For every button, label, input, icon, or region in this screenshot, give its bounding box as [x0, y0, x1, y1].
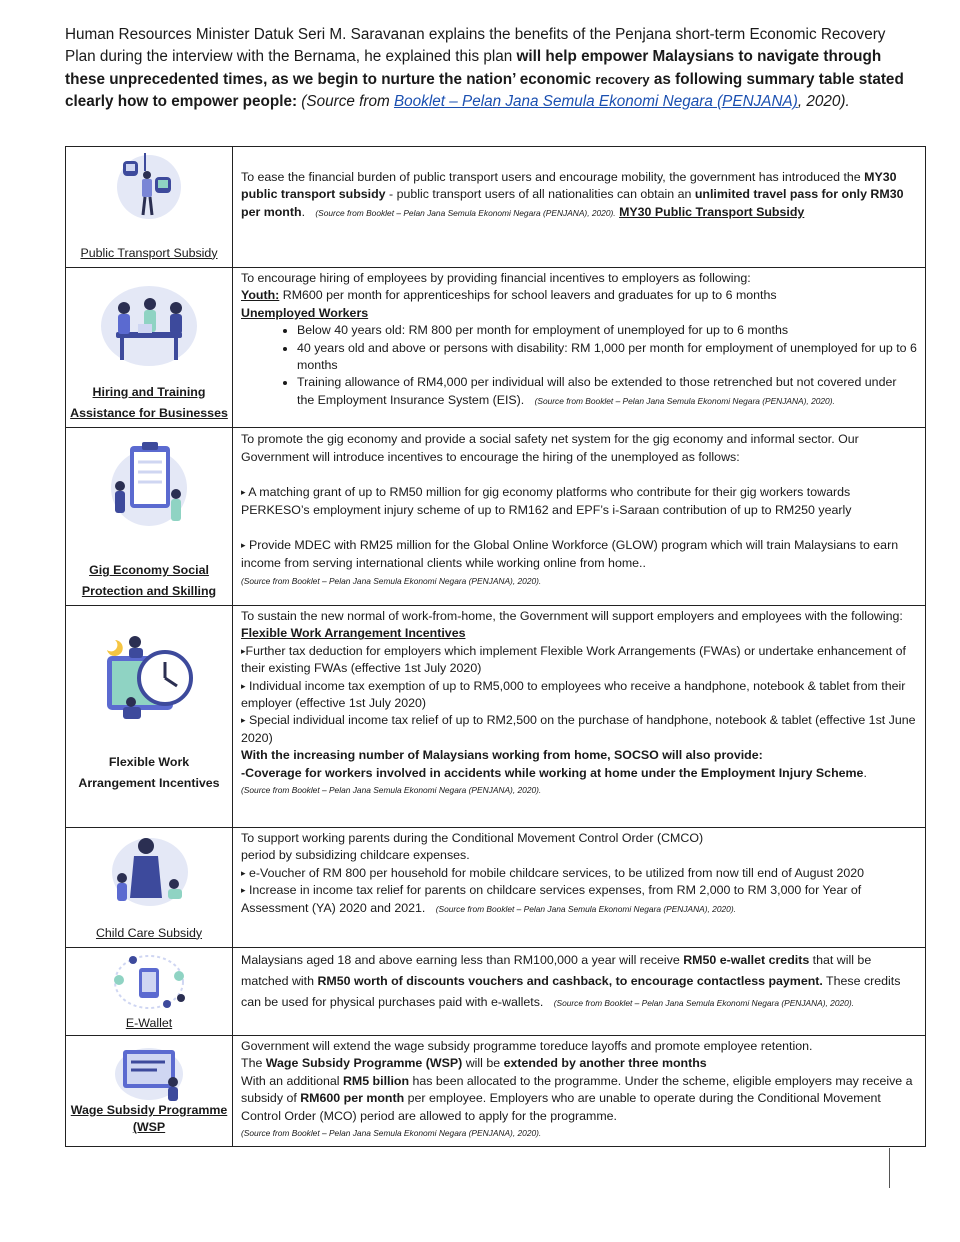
caret-icon: ▸: [241, 867, 246, 878]
row-wage-subsidy: [66, 1036, 926, 1147]
hiring-bullet-text: Training allowance of RM4,000 per individual will also be extended to those retrenched but not covered under the Employment Insurance System (EIS).: [297, 375, 897, 407]
cell-flex-label: [66, 606, 233, 828]
transport-text-1: To ease the financial burden of public transport users and encourage mobility, the government has introduced the: [241, 170, 865, 184]
wage-subsidy-icon: [109, 1042, 189, 1102]
wage-line-3c: has been allocated to the programme. Under the scheme, eligible employers may receive a subsidy of: [241, 1073, 913, 1106]
hiring-bullet: • Below 40 years old: RM 800 per month for employment of unemployed for up to 6 months: [297, 322, 917, 339]
transport-text-3: .: [301, 204, 306, 219]
flex-item-1: [241, 643, 917, 678]
cell-wage-text: [233, 1036, 926, 1147]
ewallet-bold-1: RM50 e-wallet credits: [683, 953, 810, 967]
gig-item-2-text: Provide MDEC with RM25 million for the Global Online Workforce (GLOW) program which will train Malaysians to earn income from serving international clients while working online from home..: [241, 538, 899, 570]
ewallet-text-2: that will be matched with: [241, 953, 872, 988]
flex-item-3: [241, 712, 917, 747]
flex-source: (Source from Booklet – Pelan Jana Semula Ekonomi Negara (PENJANA), 2020).: [241, 785, 542, 796]
ewallet-text-1: Malaysians aged 18 and above earning less than RM100,000 a year will receive: [241, 953, 684, 967]
row-public-transport: [66, 147, 926, 268]
child-item-2: [241, 882, 917, 918]
child-label: Child Care Subsidy: [95, 925, 203, 940]
caret-icon: ▸: [241, 487, 246, 497]
flex-label: Flexible Work Arrangement Incentives: [78, 755, 220, 790]
flex-heading: Flexible Work Arrangement Incentives: [241, 626, 466, 641]
cell-ewallet-text: [233, 948, 926, 1036]
intro-bold-text: will help empower Malaysians to navigate through these unprecedented times, as we begin to nurture the nation’ economic: [65, 48, 882, 88]
wage-source: (Source from Booklet – Pelan Jana Semula Ekonomi Negara (PENJANA), 2020).: [241, 1128, 542, 1139]
flex-item-2: [241, 678, 917, 713]
ewallet-bold-2: RM50 worth of discounts vouchers and cashback, to encourage contactless payment.: [317, 974, 823, 988]
unemployed-heading: Unemployed Workers: [241, 305, 369, 320]
wage-line-2d: extended by another three months: [503, 1056, 707, 1071]
cell-gig-text: [233, 428, 926, 606]
cell-child-label: [66, 828, 233, 948]
gig-clipboard-icon: [104, 436, 194, 532]
gig-item-1: [241, 483, 917, 519]
transport-text-2: - public transport users of all nationalities can obtain an: [385, 187, 695, 202]
row-e-wallet: [66, 948, 926, 1036]
hiring-label: Hiring and Training Assistance for Businesses: [70, 385, 228, 420]
socso-end: .: [863, 765, 867, 780]
intro-source-open: (Source from: [297, 93, 394, 111]
cell-child-text: [233, 828, 926, 948]
child-care-icon: [104, 832, 194, 910]
intro-source-close: , 2020).: [797, 93, 850, 111]
wage-line-3a: With an additional: [241, 1073, 343, 1088]
wage-line-2a: The: [241, 1056, 266, 1071]
wage-line-3b: RM5 billion: [342, 1073, 410, 1088]
page-margin-line: [889, 1148, 890, 1188]
child-item-1: [241, 865, 917, 882]
wage-line-3d: RM600 per month: [300, 1091, 405, 1106]
wage-line-1: Government will extend the wage subsidy programme toreduce layoffs and promote employee retention.: [241, 1039, 813, 1053]
gig-source: (Source from Booklet – Pelan Jana Semula Ekonomi Negara (PENJANA), 2020).: [241, 576, 542, 586]
child-intro-2: period by subsidizing childcare expenses.: [241, 848, 470, 863]
intro-paragraph: [65, 24, 915, 114]
ewallet-text-3: These credits can be used for physical purchases paid with e-wallets.: [241, 974, 901, 1009]
hiring-bullet: • 40 years old and above or persons with disability: RM 1,000 per month for employment of unemployed for up to 6 months: [297, 340, 917, 375]
wage-line-2c: will be: [462, 1056, 504, 1071]
cell-gig-label: [66, 428, 233, 606]
hiring-bullet-list: [241, 322, 917, 410]
row-gig-economy: [66, 428, 926, 606]
e-wallet-icon: [109, 954, 189, 1012]
youth-label: Youth:: [241, 288, 280, 303]
gig-item-1-text: A matching grant of up to RM50 million for gig economy platforms who contribute for their gig workers towards PERKESO’s employment injury scheme of up to RM162 and EPF’s i-Saraan contribution of up to RM250 yearly: [241, 485, 852, 517]
transport-link-title: MY30 Public Transport Subsidy: [619, 204, 805, 219]
cell-hiring-text: [233, 268, 926, 428]
cell-wage-label: [66, 1036, 233, 1147]
ewallet-label: E-Wallet: [125, 1015, 173, 1030]
caret-icon: ▸: [241, 645, 246, 656]
row-hiring: [66, 268, 926, 428]
transport-bold-2: unlimited travel pass for only RM30 per month: [241, 187, 904, 219]
wage-label: Wage Subsidy Programme (WSP: [70, 1103, 228, 1134]
intro-bold-small: recovery: [595, 71, 650, 87]
socso-coverage: -Coverage for workers involved in accidents while working at home under the Employment Injury Scheme: [241, 765, 864, 780]
wage-line-3e: per employee. Employers who are unable to operate during the Conditional Movement Control Order (MCO) period are allowed to apply for the programme.: [241, 1091, 881, 1123]
gig-intro: To promote the gig economy and provide a social safety net system for the gig economy and informal sector. Our Government will introduce incentives to encourage the hiring of the unemployed as follows:: [241, 432, 859, 464]
caret-icon: ▸: [241, 715, 246, 726]
gig-item-2: [241, 536, 917, 572]
child-intro-1: To support working parents during the Conditional Movement Control Order (CMCO): [241, 831, 704, 845]
row-flexible-work: [66, 606, 926, 828]
public-transport-icon: [109, 147, 189, 223]
child-item-1-text: e-Voucher of RM 800 per household for mobile childcare services, to be utilized from now till end of August 2020: [245, 865, 865, 880]
ewallet-source: (Source from Booklet – Pelan Jana Semula Ekonomi Negara (PENJANA), 2020).: [553, 998, 854, 1008]
cell-flex-text: [233, 606, 926, 828]
flex-item-2-text: Individual income tax exemption of up to RM5,000 to employees who receive a handphone, notebook & tablet from their employer (effective 1st July 2020): [241, 678, 906, 711]
youth-text: RM600 per month for apprenticeships for school leavers and graduates for up to 6 months: [279, 288, 777, 303]
gig-label: Gig Economy Social Protection and Skilling: [81, 563, 217, 598]
flex-intro: To sustain the new normal of work-from-home, the Government will support employers and employees with the following:: [241, 609, 903, 623]
intro-text: Human Resources Minister Datuk Seri M. Saravanan explains the benefits of the Penjana short-term Economic Recovery Plan during the interview with the Bernama, he explained this plan: [65, 26, 886, 66]
transport-bold-1: MY30 public transport subsidy: [241, 170, 897, 202]
hiring-intro: To encourage hiring of employees by providing financial incentives to employers as following:: [241, 271, 751, 285]
booklet-link[interactable]: Booklet – Pelan Jana Semula Ekonomi Negara (PENJANA): [393, 93, 798, 111]
cell-hiring-label: [66, 268, 233, 428]
row-child-care: [66, 828, 926, 948]
socso-text: With the increasing number of Malaysians working from home, SOCSO will also provide:: [241, 748, 763, 763]
flex-item-1-text: Further tax deduction for employers which implement Flexible Work Arrangements (FWAs) or undertake enhancement of their existing FWAs (effective 1st July 2020): [241, 643, 906, 676]
flex-item-3-text: Special individual income tax relief of up to RM2,500 on the purchase of handphone, notebook & tablet (effective 1st June 2020): [241, 713, 916, 745]
cell-transport-label: [66, 147, 233, 268]
child-source: (Source from Booklet – Pelan Jana Semula Ekonomi Negara (PENJANA), 2020).: [435, 903, 736, 914]
wage-line-2b: Wage Subsidy Programme (WSP): [265, 1056, 463, 1071]
hiring-source: (Source from Booklet – Pelan Jana Semula Ekonomi Negara (PENJANA), 2020).: [534, 395, 835, 406]
flexible-work-clock-icon: [101, 634, 197, 730]
transport-label: Public Transport Subsidy: [80, 245, 218, 260]
cell-ewallet-label: [66, 948, 233, 1036]
hiring-team-icon: [94, 282, 204, 372]
cell-transport-text: [233, 147, 926, 268]
intro-bold-text-2: as following summary table stated clearly how to empower people:: [65, 70, 904, 111]
caret-icon: ▸: [241, 885, 246, 896]
caret-icon: ▸: [241, 540, 246, 550]
summary-table: [65, 146, 926, 1147]
hiring-bullet: [297, 374, 917, 410]
transport-source: (Source from Booklet – Pelan Jana Semula Ekonomi Negara (PENJANA), 2020).: [315, 207, 616, 218]
child-item-2-text: Increase in income tax relief for parents on childcare services expenses, from RM 2,000 to RM 3,000 for Year of Assessment (YA) 2020 and 2021.: [241, 883, 862, 915]
caret-icon: ▸: [241, 680, 246, 691]
